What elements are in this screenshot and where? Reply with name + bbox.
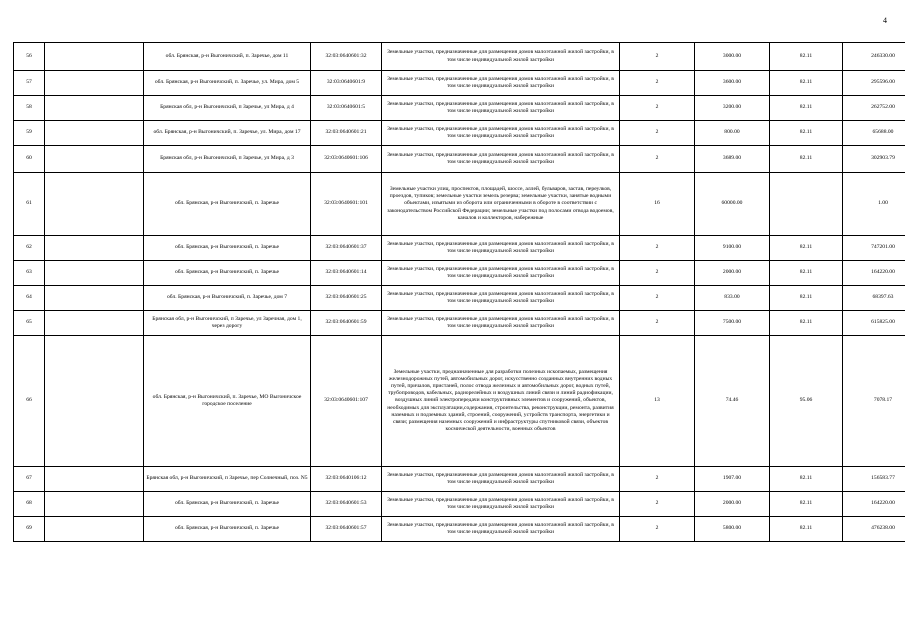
cadastral-value-cell: 246330.00 [843, 43, 905, 71]
area-cell: 1907.00 [695, 467, 770, 492]
table-row [14, 517, 905, 542]
empty-cell [45, 121, 144, 146]
land-use-cell: Земельные участки, предназначенные для размещения домов малоэтажной жилой застройки, в том числе индивидуальной жилой застройки [382, 43, 620, 71]
empty-cell [45, 261, 144, 286]
address-cell: Брянская обл, р-н Выгоничский, п Заречье, пер Солнечный, поз. N5 [144, 467, 311, 492]
use-code-cell: 2 [620, 286, 695, 311]
land-use-cell: Земельные участки, предназначенные для размещения домов малоэтажной жилой застройки, в том числе индивидуальной жилой застройки [382, 121, 620, 146]
cadastral-number-cell: 32:03:0640601:37 [311, 236, 382, 261]
empty-cell [45, 286, 144, 311]
rate-cell: 82.11 [770, 71, 843, 96]
cadastral-number-cell: 32:03:0640601:57 [311, 517, 382, 542]
use-code-cell: 2 [620, 261, 695, 286]
cadastral-value-cell: 262752.00 [843, 96, 905, 121]
address-cell: обл. Брянская, р-н Выгоничский, п. Заречье [144, 173, 311, 236]
rate-cell: 82.11 [770, 492, 843, 517]
table-row [14, 261, 905, 286]
land-use-cell: Земельные участки, предназначенные для размещения домов малоэтажной жилой застройки, в том числе индивидуальной жилой застройки [382, 492, 620, 517]
table-row [14, 236, 905, 261]
address-cell: обл. Брянская, р-н Выгоничский, п. Заречье [144, 517, 311, 542]
use-code-cell: 2 [620, 517, 695, 542]
address-cell: обл. Брянская, р-н Выгоничский, п. Заречье, ул. Мира, дом 5 [144, 71, 311, 96]
land-use-cell: Земельные участки, предназначенные для размещения домов малоэтажной жилой застройки, в том числе индивидуальной жилой застройки [382, 467, 620, 492]
rate-cell [770, 173, 843, 236]
cadastral-number-cell: 32:03:0640601:32 [311, 43, 382, 71]
use-code-cell: 2 [620, 96, 695, 121]
rate-cell: 82.11 [770, 517, 843, 542]
area-cell: 74.46 [695, 336, 770, 467]
area-cell: 3689.00 [695, 146, 770, 173]
row-number: 68 [14, 492, 45, 517]
row-number: 56 [14, 43, 45, 71]
empty-cell [45, 311, 144, 336]
row-number: 61 [14, 173, 45, 236]
empty-cell [45, 96, 144, 121]
land-use-cell: Земельные участки, предназначенные для размещения домов малоэтажной жилой застройки, в том числе индивидуальной жилой застройки [382, 236, 620, 261]
cadastral-value-cell: 302903.79 [843, 146, 905, 173]
cadastral-value-cell: 68397.63 [843, 286, 905, 311]
cadastral-value-cell: 747201.00 [843, 236, 905, 261]
row-number: 59 [14, 121, 45, 146]
empty-cell [45, 146, 144, 173]
row-number: 69 [14, 517, 45, 542]
row-number: 67 [14, 467, 45, 492]
area-cell: 3000.00 [695, 43, 770, 71]
page-number: 4 [883, 16, 887, 25]
address-cell: обл. Брянская, р-н Выгоничский, п. Заречье [144, 261, 311, 286]
area-cell: 9100.00 [695, 236, 770, 261]
table-row [14, 96, 905, 121]
row-number: 57 [14, 71, 45, 96]
cadastral-number-cell: 32:03:0640601:59 [311, 311, 382, 336]
cadastral-number-cell: 32:03:0640601:14 [311, 261, 382, 286]
address-cell: обл. Брянская, р-н Выгоничский, п. Заречье, ул. Мира, дом 17 [144, 121, 311, 146]
address-cell: обл. Брянская, р-н Выгоничский, п. Заречье [144, 492, 311, 517]
area-cell: 2000.00 [695, 492, 770, 517]
area-cell: 2000.00 [695, 261, 770, 286]
cadastral-value-cell: 476238.00 [843, 517, 905, 542]
cadastral-value-cell: 164220.00 [843, 261, 905, 286]
cadastral-value-cell: 7078.17 [843, 336, 905, 467]
rate-cell: 82.11 [770, 43, 843, 71]
cadastral-number-cell: 32:03:0640601:101 [311, 173, 382, 236]
use-code-cell: 2 [620, 121, 695, 146]
table-row [14, 121, 905, 146]
rate-cell: 82.11 [770, 311, 843, 336]
cadastral-value-cell: 295596.00 [843, 71, 905, 96]
land-use-cell: Земельные участки, предназначенные для размещения домов малоэтажной жилой застройки, в том числе индивидуальной жилой застройки [382, 96, 620, 121]
land-use-cell: Земельные участки улиц, проспектов, площадей, шоссе, аллей, бульваров, застав, переулков, проездов, тупиков; земельные участки земель резерва; земельные участки, занятые водными объектами, изъятыми из оборота или ограниченными в обороте в соответствии с законодательством Российской Федерации; земельные участки под полосами отвода водоемов, каналов и коллекторов, набережные [382, 173, 620, 236]
cadastral-value-cell: 615825.00 [843, 311, 905, 336]
land-use-cell: Земельные участки, предназначенные для размещения домов малоэтажной жилой застройки, в том числе индивидуальной жилой застройки [382, 517, 620, 542]
land-use-cell: Земельные участки, предназначенные для размещения домов малоэтажной жилой застройки, в том числе индивидуальной жилой застройки [382, 71, 620, 96]
cadastral-number-cell: 32:03:0640601:107 [311, 336, 382, 467]
row-number: 63 [14, 261, 45, 286]
cadastral-value-cell: 156583.77 [843, 467, 905, 492]
cadastral-number-cell: 32:03:0640601:106 [311, 146, 382, 173]
cadastral-number-cell: 32:03:0640106:12 [311, 467, 382, 492]
land-use-cell: Земельные участки, предназначенные для размещения домов малоэтажной жилой застройки, в том числе индивидуальной жилой застройки [382, 311, 620, 336]
cadastral-number-cell: 32:03:0640601:5 [311, 96, 382, 121]
empty-cell [45, 71, 144, 96]
use-code-cell: 2 [620, 236, 695, 261]
row-number: 60 [14, 146, 45, 173]
area-cell: 5800.00 [695, 517, 770, 542]
empty-cell [45, 173, 144, 236]
cadastral-number-cell: 32:03:0640601:25 [311, 286, 382, 311]
row-number: 58 [14, 96, 45, 121]
use-code-cell: 2 [620, 43, 695, 71]
land-use-cell: Земельные участки, предназначенные для размещения домов малоэтажной жилой застройки, в том числе индивидуальной жилой застройки [382, 286, 620, 311]
area-cell: 7500.00 [695, 311, 770, 336]
area-cell: 3200.00 [695, 96, 770, 121]
address-cell: Брянская обл, р-н Выгоничский, п Заречье, ул Мира, д 3 [144, 146, 311, 173]
land-registry-table [13, 42, 905, 542]
address-cell: обл. Брянская, р-н Выгоничский, п. Заречье, дом 7 [144, 286, 311, 311]
rate-cell: 82.11 [770, 121, 843, 146]
cadastral-value-cell: 164220.00 [843, 492, 905, 517]
empty-cell [45, 492, 144, 517]
table-row [14, 173, 905, 236]
rate-cell: 82.11 [770, 261, 843, 286]
table-row [14, 492, 905, 517]
table-row [14, 146, 905, 173]
use-code-cell: 2 [620, 71, 695, 96]
use-code-cell: 2 [620, 311, 695, 336]
empty-cell [45, 517, 144, 542]
address-cell: обл. Брянская, р-н Выгоничский, п. Заречье, дом 11 [144, 43, 311, 71]
table-row [14, 43, 905, 71]
table-body [14, 43, 905, 542]
empty-cell [45, 467, 144, 492]
land-use-cell: Земельные участки, предназначенные для размещения домов малоэтажной жилой застройки, в том числе индивидуальной жилой застройки [382, 261, 620, 286]
rate-cell: 82.11 [770, 467, 843, 492]
row-number: 64 [14, 286, 45, 311]
area-cell: 3600.00 [695, 71, 770, 96]
rate-cell: 82.11 [770, 236, 843, 261]
rate-cell: 82.11 [770, 96, 843, 121]
land-use-cell: Земельные участки, предназначенные для размещения домов малоэтажной жилой застройки, в том числе индивидуальной жилой застройки [382, 146, 620, 173]
area-cell: 800.00 [695, 121, 770, 146]
empty-cell [45, 236, 144, 261]
land-use-cell: Земельные участки, предназначенные для разработки полезных ископаемых, размещения железнодорожных путей, автомобильных дорог, искусственно созданных внутренних водных путей, причалов, пристаней, полос отвода железных и автомобильных дорог, водных путей, трубопроводов, кабельных, радиорелейных и воздушных линий связи и линий радиофикации, воздушных линий электропередачи конструктивных элементов и сооружений, объектов, необходимых для эксплуатации,содержания, строительства, реконструкции, ремонта, развития наземных и подземных зданий, строений, сооружений, устройств транспорта, энергетики и связи; размещения наземных сооружений и инфраструктуры спутниковой связи, объектов космической деятельности, военных объектов [382, 336, 620, 467]
use-code-cell: 2 [620, 467, 695, 492]
row-number: 65 [14, 311, 45, 336]
cadastral-value-cell: 65688.00 [843, 121, 905, 146]
row-number: 66 [14, 336, 45, 467]
row-number: 62 [14, 236, 45, 261]
empty-cell [45, 336, 144, 467]
area-cell: 60000.00 [695, 173, 770, 236]
rate-cell: 82.11 [770, 286, 843, 311]
address-cell: обл. Брянская, р-н Выгоничский, п. Заречье, МО Выгоничское городское поселение [144, 336, 311, 467]
use-code-cell: 2 [620, 492, 695, 517]
empty-cell [45, 43, 144, 71]
address-cell: обл. Брянская, р-н Выгоничский, п. Заречье [144, 236, 311, 261]
cadastral-number-cell: 32:03:0640601:21 [311, 121, 382, 146]
table-row [14, 311, 905, 336]
rate-cell: 82.11 [770, 146, 843, 173]
cadastral-number-cell: 32:03:0640601:53 [311, 492, 382, 517]
rate-cell: 95.06 [770, 336, 843, 467]
table-row [14, 336, 905, 467]
table-row [14, 71, 905, 96]
address-cell: Брянская обл, р-н Выгоничский, п Заречье, ул Мира, д 4 [144, 96, 311, 121]
area-cell: 833.00 [695, 286, 770, 311]
table-row [14, 467, 905, 492]
use-code-cell: 13 [620, 336, 695, 467]
use-code-cell: 2 [620, 146, 695, 173]
address-cell: Брянская обл, р-н Выгоничский, п Заречье, ул Заречная, дом 1, через дорогу [144, 311, 311, 336]
cadastral-number-cell: 32:03:0640601:9 [311, 71, 382, 96]
cadastral-value-cell: 1.00 [843, 173, 905, 236]
use-code-cell: 16 [620, 173, 695, 236]
table-row [14, 286, 905, 311]
